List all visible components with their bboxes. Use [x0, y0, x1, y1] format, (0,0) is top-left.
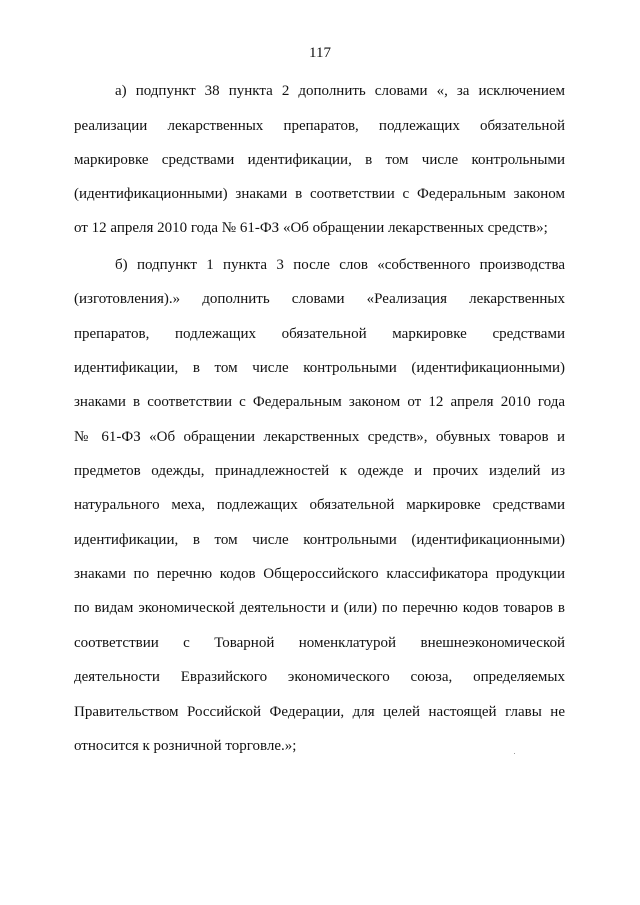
- paragraph-a-line-3: маркировке средствами идентификации, в том числе контрольными: [74, 152, 565, 168]
- paragraph-b-line-14: Правительством Российской Федерации, для целей настоящей главы не: [74, 704, 565, 720]
- paragraph-a-line-1: а) подпункт 38 пункта 2 дополнить словами «, за исключением: [115, 83, 565, 99]
- paragraph-b-line-1: б) подпункт 1 пункта 3 после слов «собственного производства: [115, 257, 565, 273]
- paragraph-a-line-2: реализации лекарственных препаратов, подлежащих обязательной: [74, 118, 565, 134]
- paragraph-b-line-5: знаками в соответствии с Федеральным законом от 12 апреля 2010 года: [74, 394, 565, 410]
- paragraph-b-line-4: идентификации, в том числе контрольными (идентификационными): [74, 360, 565, 376]
- paragraph-b-line-6: № 61-ФЗ «Об обращении лекарственных средств», обувных товаров и: [74, 429, 565, 445]
- paragraph-b-line-13: деятельности Евразийского экономического союза, определяемых: [74, 669, 565, 685]
- page-number: 117: [309, 45, 331, 61]
- paragraph-b-line-3: препаратов, подлежащих обязательной маркировке средствами: [74, 326, 565, 342]
- paragraph-b-line-7: предметов одежды, принадлежностей к одежде и прочих изделий из: [74, 463, 565, 479]
- paragraph-b-line-8: натурального меха, подлежащих обязательной маркировке средствами: [74, 497, 565, 513]
- paragraph-b-line-10: знаками по перечню кодов Общероссийского классификатора продукции: [74, 566, 565, 582]
- paragraph-b-line-11: по видам экономической деятельности и (или) по перечню кодов товаров в: [74, 600, 565, 616]
- scan-speck: [514, 753, 515, 754]
- paragraph-b-line-15: относится к розничной торговле.»;: [74, 738, 297, 754]
- paragraph-b-line-12: соответствии с Товарной номенклатурой внешнеэкономической: [74, 635, 565, 651]
- paragraph-b-line-2: (изготовления).» дополнить словами «Реализация лекарственных: [74, 291, 565, 307]
- paragraph-b-line-9: идентификации, в том числе контрольными (идентификационными): [74, 532, 565, 548]
- paragraph-a-line-5: от 12 апреля 2010 года № 61-ФЗ «Об обращении лекарственных средств»;: [74, 220, 548, 236]
- paragraph-a-line-4: (идентификационными) знаками в соответствии с Федеральным законом: [74, 186, 565, 202]
